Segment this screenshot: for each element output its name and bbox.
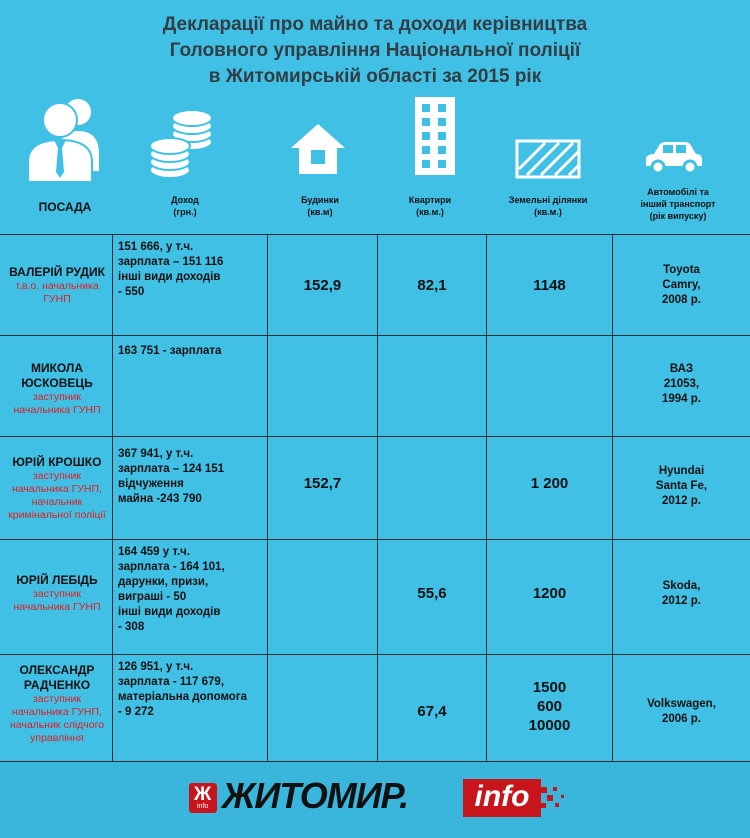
- official-position: заступник начальника ГУНП, начальник слідчого управління: [9, 693, 105, 744]
- header-apartments: Квартири (кв.м.): [408, 195, 452, 217]
- official-name-cell: [4, 361, 110, 417]
- income-cell: 367 941, у т.ч. зарплата – 124 151 відчуження майна -243 790: [118, 448, 225, 505]
- land-plot-icon: [515, 139, 581, 179]
- car-cell: Skoda, 2012 р.: [662, 580, 701, 607]
- official-position: заступник начальника ГУНП, начальник кримінальної поліції: [8, 470, 106, 521]
- header-income: Доход (грн.): [171, 195, 199, 217]
- logo-pixel: [541, 803, 546, 808]
- income-cell: 151 666, у т.ч. зарплата – 151 116 інші види доходів - 550: [118, 241, 224, 298]
- official-name-cell: [4, 455, 110, 522]
- car-cell: Toyota Camry, 2008 р.: [662, 264, 701, 306]
- header-position: ПОСАДА: [38, 200, 92, 214]
- official-name: ОЛЕКСАНДР РАДЧЕНКО: [19, 663, 95, 692]
- income-cell: 163 751 - зарплата: [118, 345, 222, 357]
- official-name: МИКОЛА ЮСКОВЕЦЬ: [21, 361, 93, 390]
- land-cell: 1148: [533, 277, 566, 294]
- official-position: заступник начальника ГУНП: [13, 391, 101, 416]
- apartment-building-icon: [414, 96, 456, 176]
- land-cell: 1200: [532, 585, 567, 602]
- land-cell: 1500 600 10000: [528, 679, 571, 734]
- house-icon: [289, 122, 347, 176]
- official-name: ВАЛЕРІЙ РУДИК: [9, 265, 105, 279]
- apartments-cell: 82,1: [417, 277, 447, 294]
- income-cell: 126 951, у т.ч. зарплата - 117 679, матеріальна допомога - 9 272: [118, 661, 248, 718]
- official-position: заступник начальника ГУНП: [13, 588, 101, 613]
- car-cell: Hyundai Santa Fe, 2012 р.: [655, 465, 708, 507]
- official-position: т.в.о. начальника ГУНП: [15, 280, 99, 305]
- car-cell: Volkswagen, 2006 р.: [647, 698, 716, 725]
- coins-icon: [148, 108, 214, 180]
- apartments-cell: 67,4: [417, 703, 447, 720]
- grid-line: [112, 234, 113, 761]
- car-cell: ВАЗ 21053, 1994 р.: [662, 363, 701, 405]
- grid-line: [377, 234, 378, 761]
- title-line-2: Головного управління Національної поліції: [169, 40, 581, 61]
- official-name-cell: [4, 265, 110, 306]
- logo-info-box: info: [463, 779, 541, 817]
- logo-pixel: [553, 787, 557, 791]
- title-line-1: Декларації про майно та доходи керівництва: [162, 14, 588, 35]
- header-cars: Автомобілі та інший транспорт (рік випуску): [640, 187, 716, 221]
- official-name-cell: [4, 663, 110, 745]
- official-name: ЮРІЙ ЛЕБІДЬ: [16, 573, 98, 587]
- business-people-icon: [22, 92, 104, 184]
- official-name-cell: [4, 573, 110, 614]
- apartments-cell: 55,6: [417, 585, 447, 602]
- houses-cell: 152,7: [303, 475, 342, 492]
- car-icon: [642, 140, 704, 176]
- houses-cell: 152,9: [303, 277, 342, 294]
- page-title: [0, 12, 750, 90]
- logo-badge: Ж info: [189, 783, 217, 813]
- logo-pixel: [541, 787, 547, 793]
- official-name: ЮРІЙ КРОШКО: [12, 455, 102, 469]
- logo-wordmark: ЖИТОМИР.: [222, 775, 409, 816]
- logo-pixel: [561, 795, 564, 798]
- logo-pixel: [547, 795, 553, 801]
- logo-pixel: [555, 803, 559, 807]
- title-line-3: в Житомирській області за 2015 рік: [208, 66, 542, 87]
- land-cell: 1 200: [530, 475, 569, 492]
- header-houses: Будинки (кв.м): [301, 195, 339, 217]
- grid-line: [267, 234, 268, 761]
- income-cell: 164 459 у т.ч. зарплата - 164 101, дарунки, призи, виграші - 50 інші види доходів - 308: [118, 546, 225, 633]
- header-land: Земельні ділянки (кв.м.): [508, 195, 588, 217]
